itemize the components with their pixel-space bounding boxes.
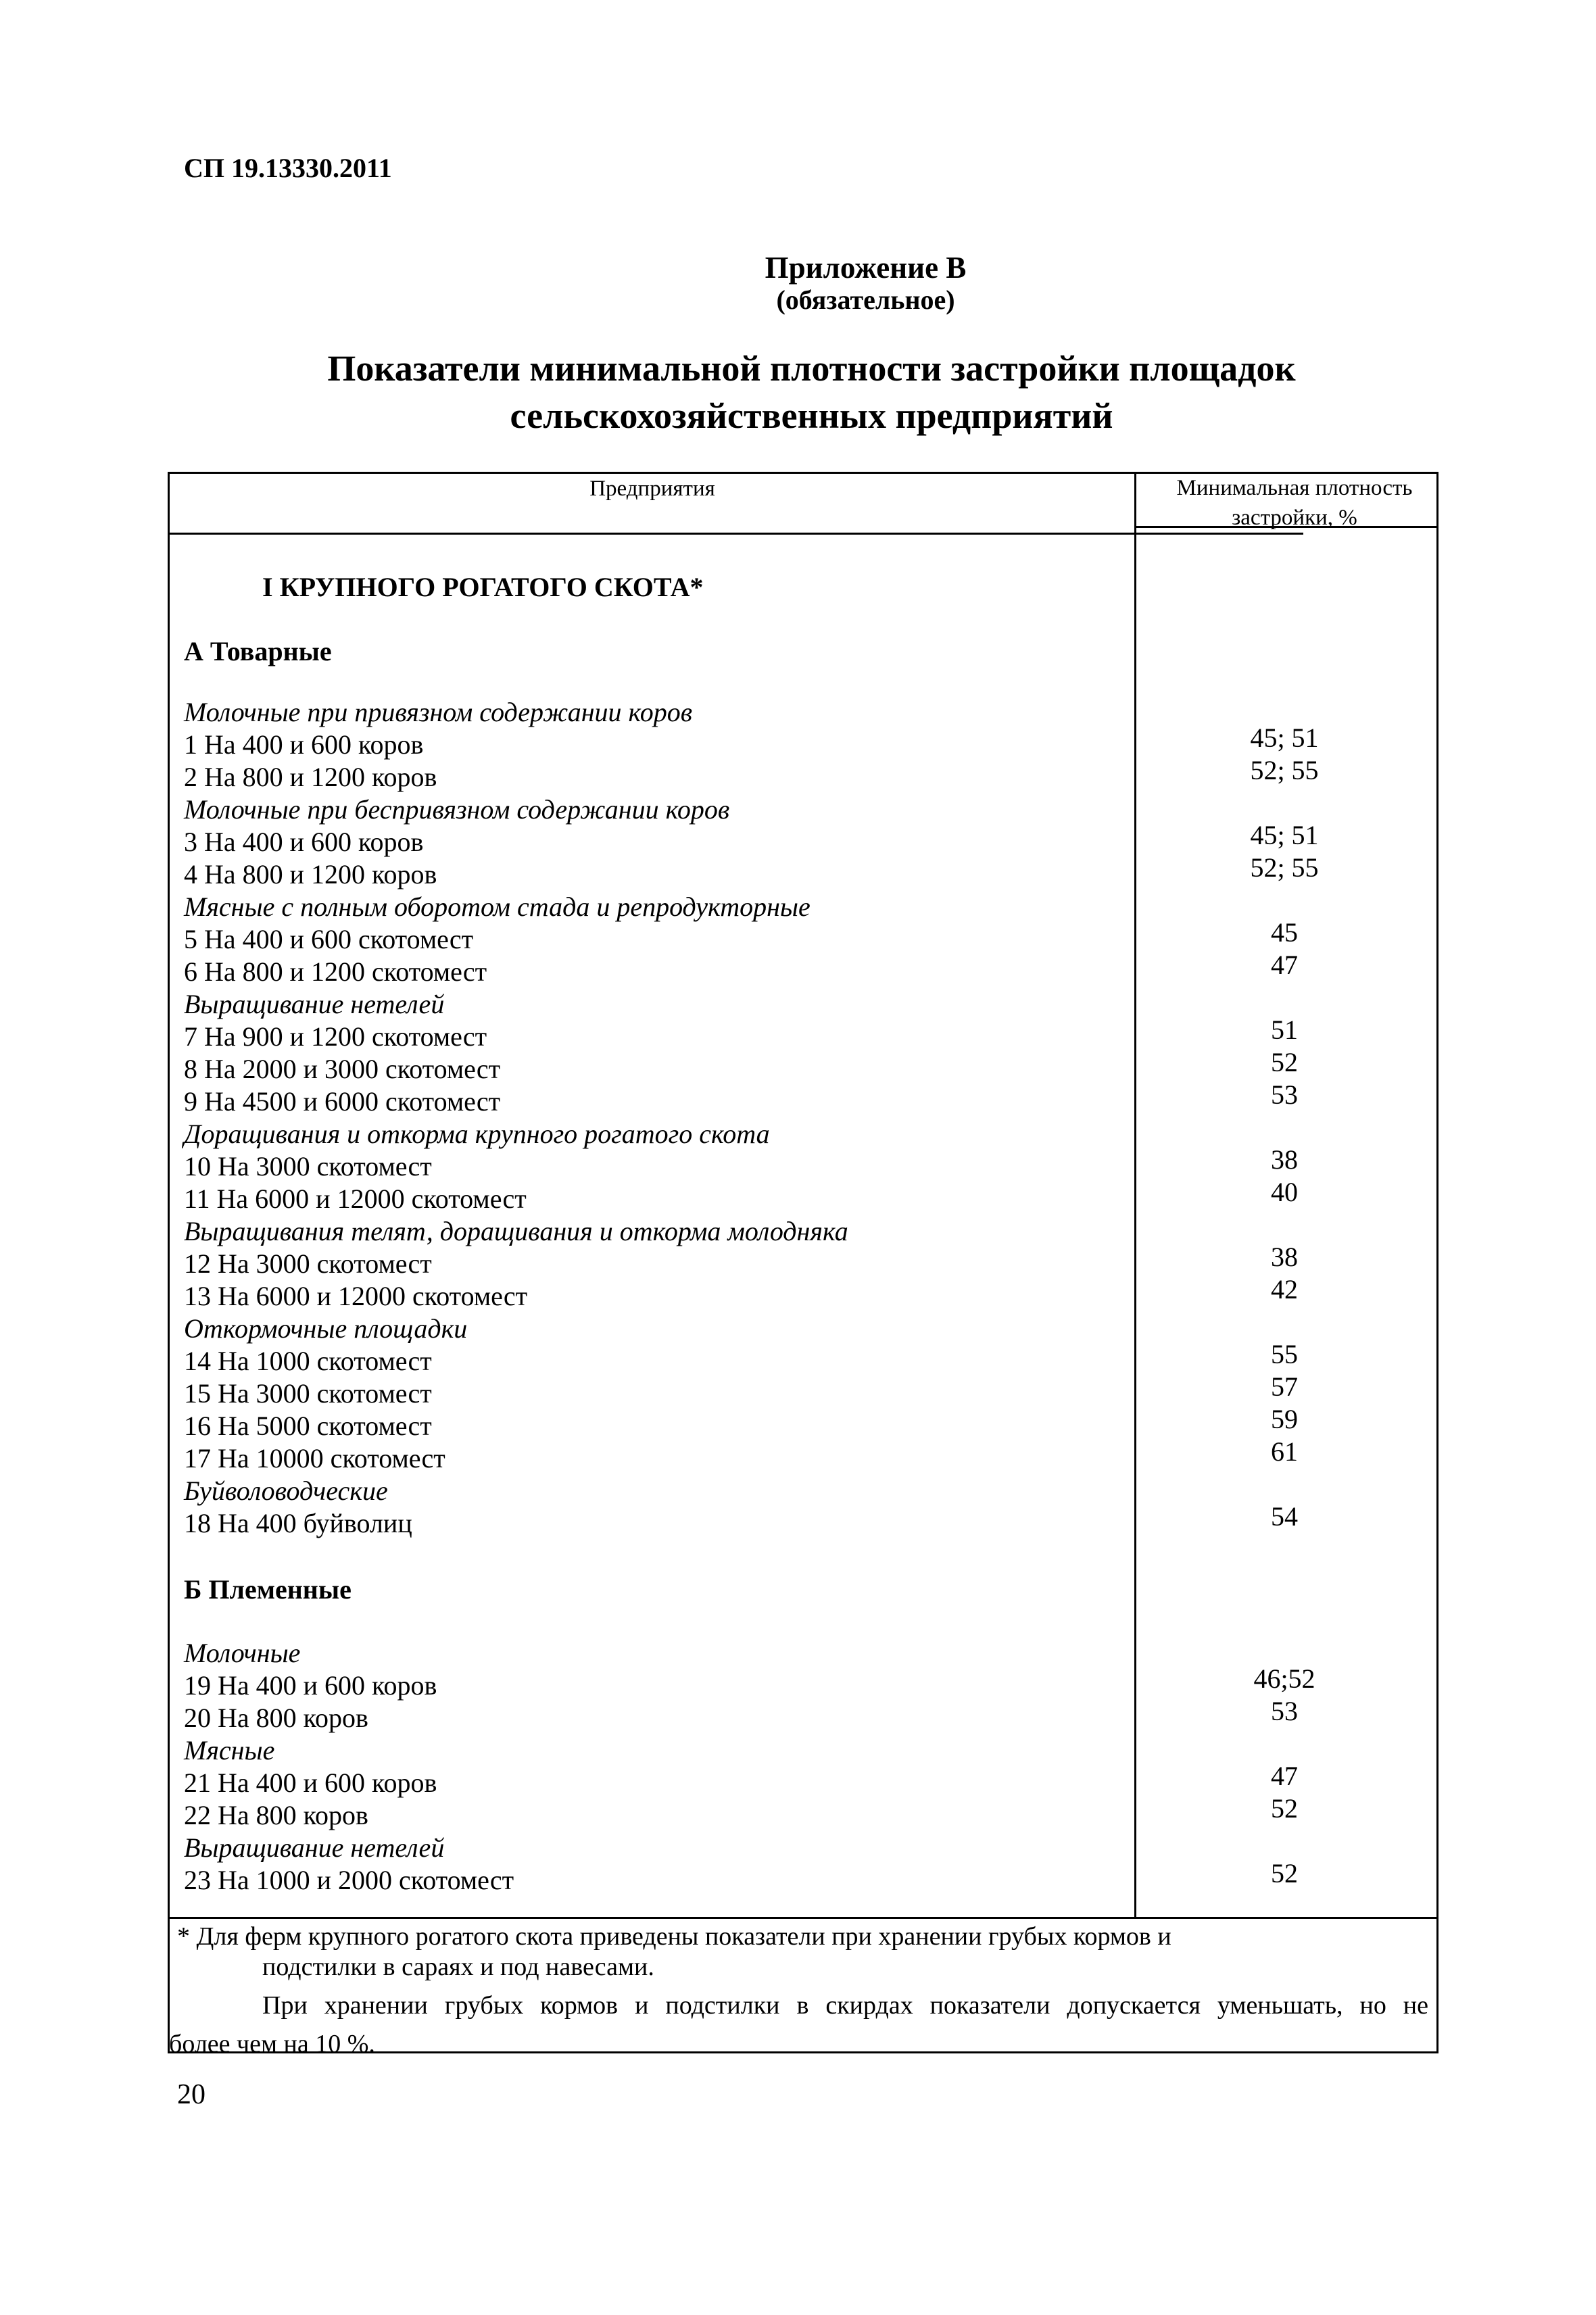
table-row-value: 52 [1271, 1858, 1298, 1888]
table-row-value: 47 [1271, 950, 1298, 980]
page-title-line-2: сельскохозяйственных предприятий [510, 395, 1113, 436]
table-row-value: 52 [1271, 1793, 1298, 1824]
table-row-value: 54 [1271, 1501, 1298, 1532]
table-row-value: 45 [1271, 917, 1298, 948]
table-row-value: 51 [1271, 1015, 1298, 1045]
header-density-line-2: застройки, % [1232, 506, 1357, 530]
section-heading-a: А Товарные [184, 636, 332, 666]
table-row-label: 8 На 2000 и 3000 скотомест [184, 1054, 501, 1084]
table-row-label: 14 На 1000 скотомест [184, 1346, 432, 1376]
table-row-label: 18 На 400 буйволиц [184, 1508, 412, 1538]
page-title [0, 345, 1596, 439]
footnote-line-4: более чем на 10 %. [169, 2030, 375, 2058]
document-code: СП 19.13330.2011 [184, 153, 392, 183]
table-subheading: Доращивания и откорма крупного рогатого скота [184, 1119, 770, 1149]
group-heading: I КРУПНОГО РОГАТОГО СКОТА* [262, 572, 704, 602]
header-density-line-1: Минимальная плотность [1176, 476, 1413, 500]
table-row-value: 42 [1271, 1274, 1298, 1305]
page-number: 20 [177, 2079, 205, 2110]
table-row-label: 3 На 400 и 600 коров [184, 827, 424, 857]
table-row-label: 2 На 800 и 1200 коров [184, 762, 437, 792]
table-row-value: 61 [1271, 1436, 1298, 1467]
table-subheading: Молочные при привязном содержании коров [184, 697, 693, 727]
table-row-label: 19 На 400 и 600 коров [184, 1670, 437, 1701]
footnote-line-2: подстилки в сараях и под навесами. [262, 1953, 654, 1981]
table-row-value: 52; 55 [1250, 852, 1319, 883]
table-row-label: 6 На 800 и 1200 скотомест [184, 956, 487, 987]
table-row-label: 16 На 5000 скотомест [184, 1411, 432, 1441]
table-row-value: 57 [1271, 1371, 1298, 1402]
table-subheading: Мясные [184, 1735, 275, 1765]
table-row-label: 11 На 6000 и 12000 скотомест [184, 1184, 527, 1214]
header-enterprises: Предприятия [589, 477, 715, 501]
footnote-divider [168, 1917, 1438, 1919]
table-row-value: 47 [1271, 1761, 1298, 1791]
table-subheading: Выращивание нетелей [184, 1832, 445, 1863]
table-subheading: Мясные с полным оборотом стада и репродукторные [184, 892, 811, 922]
table-subheading: Выращивания телят, доращивания и откорма молодняка [184, 1216, 848, 1246]
table-row-value: 45; 51 [1250, 820, 1319, 850]
table-row-label: 15 На 3000 скотомест [184, 1378, 432, 1409]
appendix-subtitle: (обязательное) [776, 285, 955, 315]
table-row-label: 17 На 10000 скотомест [184, 1443, 445, 1473]
table-subheading: Молочные [184, 1638, 301, 1668]
header-density [1142, 473, 1447, 533]
table-row-label: 9 На 4500 и 6000 скотомест [184, 1086, 501, 1117]
table-subheading: Выращивание нетелей [184, 989, 445, 1019]
table-row-label: 13 На 6000 и 12000 скотомест [184, 1281, 528, 1311]
header-divider [168, 533, 1303, 535]
table-row-label: 21 На 400 и 600 коров [184, 1768, 437, 1798]
table-row-value: 40 [1271, 1177, 1298, 1207]
table-row-label: 22 На 800 коров [184, 1800, 368, 1830]
table-row-value: 55 [1271, 1339, 1298, 1369]
table-row-value: 38 [1271, 1242, 1298, 1272]
table-row-value: 46;52 [1253, 1663, 1315, 1694]
table-row-value: 53 [1271, 1696, 1298, 1726]
table-row-label: 4 На 800 и 1200 коров [184, 859, 437, 890]
table-subheading: Молочные при беспривязном содержании коров [184, 794, 730, 825]
footnote-line-1: * Для ферм крупного рогатого скота приведены показатели при хранении грубых кормов и [177, 1922, 1171, 1951]
footnote-line-3: При хранении грубых кормов и подстилки в скирдах показатели допускается уменьшать, но не [262, 1991, 1428, 2020]
table-row-label: 10 На 3000 скотомест [184, 1151, 432, 1181]
table-subheading: Откормочные площадки [184, 1313, 468, 1344]
table-row-label: 20 На 800 коров [184, 1703, 368, 1733]
column-divider [1134, 472, 1136, 1918]
table-row-label: 1 На 400 и 600 коров [184, 729, 424, 760]
appendix-title: Приложение В [765, 251, 967, 285]
table-row-label: 5 На 400 и 600 скотомест [184, 924, 474, 954]
table-row-label: 23 На 1000 и 2000 скотомест [184, 1865, 514, 1895]
page-title-line-1: Показатели минимальной плотности застройки площадок [327, 348, 1296, 389]
table-row-label: 12 На 3000 скотомест [184, 1248, 432, 1279]
table-row-label: 7 На 900 и 1200 скотомест [184, 1021, 487, 1052]
table-row-value: 53 [1271, 1079, 1298, 1110]
table-row-value: 59 [1271, 1404, 1298, 1434]
table-row-value: 52 [1271, 1047, 1298, 1077]
table-row-value: 38 [1271, 1144, 1298, 1175]
table-subheading: Буйволоводческие [184, 1476, 388, 1506]
table-row-value: 45; 51 [1250, 723, 1319, 753]
section-heading-b: Б Племенные [184, 1574, 352, 1605]
table-row-value: 52; 55 [1250, 755, 1319, 785]
